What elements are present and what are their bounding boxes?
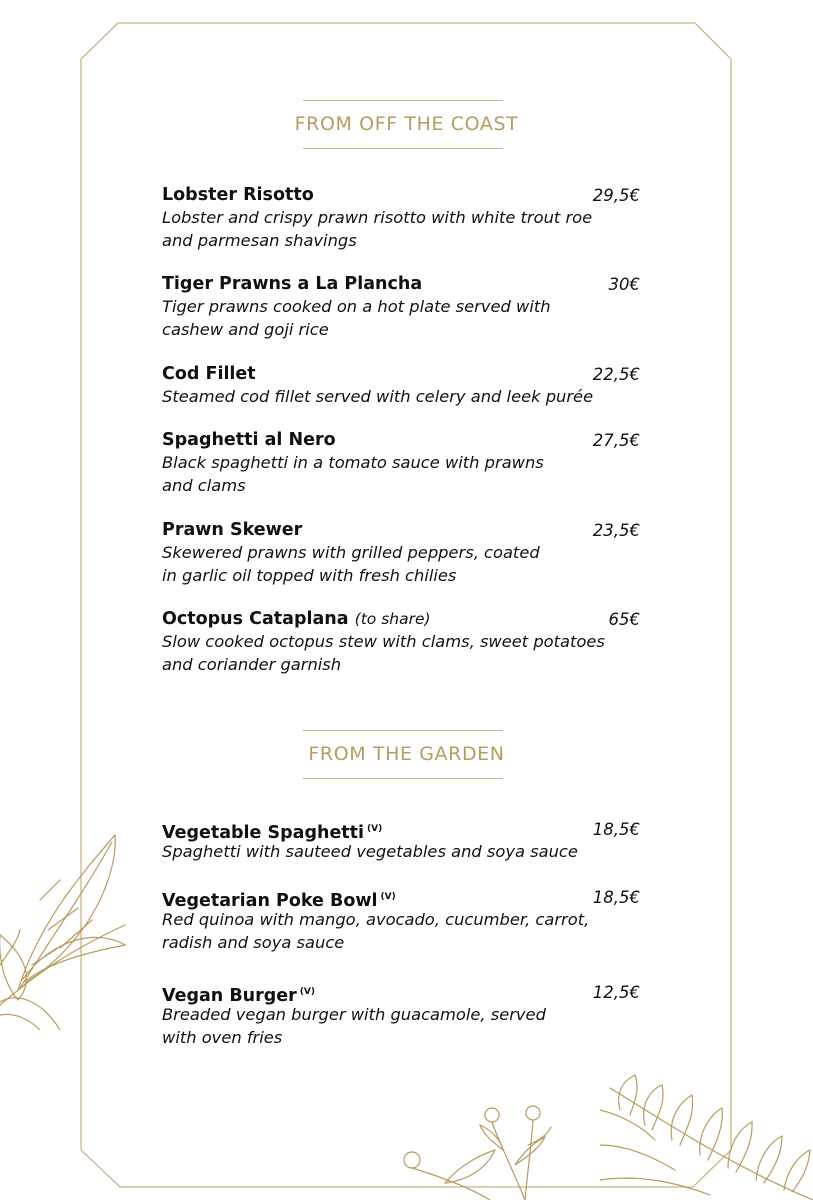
menu-item-tiger-prawns: [162, 273, 642, 341]
section-bottom-rule: [303, 148, 503, 149]
item-name-text: Vegan Burger: [162, 986, 297, 1006]
item-name: [162, 986, 315, 1006]
item-price: 65€: [608, 610, 640, 629]
item-description-line: radish and soya sauce: [162, 932, 345, 952]
item-description-line: Spaghetti with sauteed vegetables and soya sauce: [162, 842, 578, 861]
berry-sprig-icon: [395, 1095, 595, 1200]
item-name: Tiger Prawns a La Plancha: [162, 274, 423, 294]
item-description-line: Red quinoa with mango, avocado, cucumber, carrot,: [162, 910, 590, 929]
item-name-text: Vegetarian Poke Bowl: [162, 891, 378, 911]
item-price: 23,5€: [592, 521, 640, 540]
item-name: Lobster Risotto: [162, 185, 314, 205]
item-description-line: and clams: [162, 475, 246, 495]
menu-item-vegetarian-poke-bowl: [162, 886, 642, 954]
item-description-line: and coriander garnish: [162, 654, 342, 674]
section-title: FROM OFF THE COAST: [294, 113, 519, 135]
item-name: [162, 891, 396, 911]
item-price: 27,5€: [592, 431, 640, 450]
item-name: Cod Fillet: [162, 364, 256, 384]
item-price: 18,5€: [592, 820, 640, 839]
menu-item-vegetable-spaghetti: [162, 818, 642, 864]
item-name: Prawn Skewer: [162, 520, 303, 540]
item-description-line: in garlic oil topped with fresh chilies: [162, 565, 457, 585]
item-description-line: Tiger prawns cooked on a hot plate served with: [162, 297, 551, 316]
section-title: FROM THE GARDEN: [308, 743, 505, 765]
item-price: 22,5€: [592, 365, 640, 384]
menu-item-vegan-burger: [162, 981, 642, 1049]
menu-item-spaghetti-al-nero: [162, 429, 642, 497]
item-name: Spaghetti al Nero: [162, 430, 336, 450]
item-description-line: Lobster and crispy prawn risotto with white trout roe: [162, 208, 593, 227]
palm-leaf-right-icon: [600, 1070, 813, 1200]
item-price: 30€: [608, 275, 640, 294]
item-description-line: Steamed cod fillet served with celery and leek purée: [162, 387, 594, 406]
item-description-line: Breaded vegan burger with guacamole, served: [162, 1005, 546, 1024]
section-top-rule: [303, 100, 503, 101]
item-description-line: Black spaghetti in a tomato sauce with prawns: [162, 453, 544, 472]
item-description-line: and parmesan shavings: [162, 230, 357, 250]
menu-item-cod-fillet: [162, 363, 642, 409]
vegetarian-tag: (V): [299, 987, 315, 997]
item-description-line: Skewered prawns with grilled peppers, coated: [162, 543, 540, 562]
leaf-branch-left-icon: [0, 830, 130, 1030]
item-name-text: Octopus Cataplana: [162, 609, 349, 629]
item-name-text: Vegetable Spaghetti: [162, 823, 365, 843]
vegetarian-tag: (V): [380, 892, 396, 902]
menu-item-octopus-cataplana: [162, 608, 642, 676]
item-name: [162, 823, 382, 843]
item-price: 12,5€: [592, 983, 640, 1002]
vegetarian-tag: (V): [367, 824, 383, 834]
menu-item-lobster-risotto: [162, 184, 642, 252]
item-description-line: Slow cooked octopus stew with clams, sweet potatoes: [162, 632, 605, 651]
item-price: 29,5€: [592, 186, 640, 205]
item-name: [162, 609, 431, 629]
section-top-rule: [303, 730, 503, 731]
item-description-line: with oven fries: [162, 1027, 283, 1047]
item-price: 18,5€: [592, 888, 640, 907]
item-share-note: (to share): [354, 610, 431, 628]
section-bottom-rule: [303, 778, 503, 779]
item-description-line: cashew and goji rice: [162, 319, 329, 339]
menu-item-prawn-skewer: [162, 519, 642, 587]
